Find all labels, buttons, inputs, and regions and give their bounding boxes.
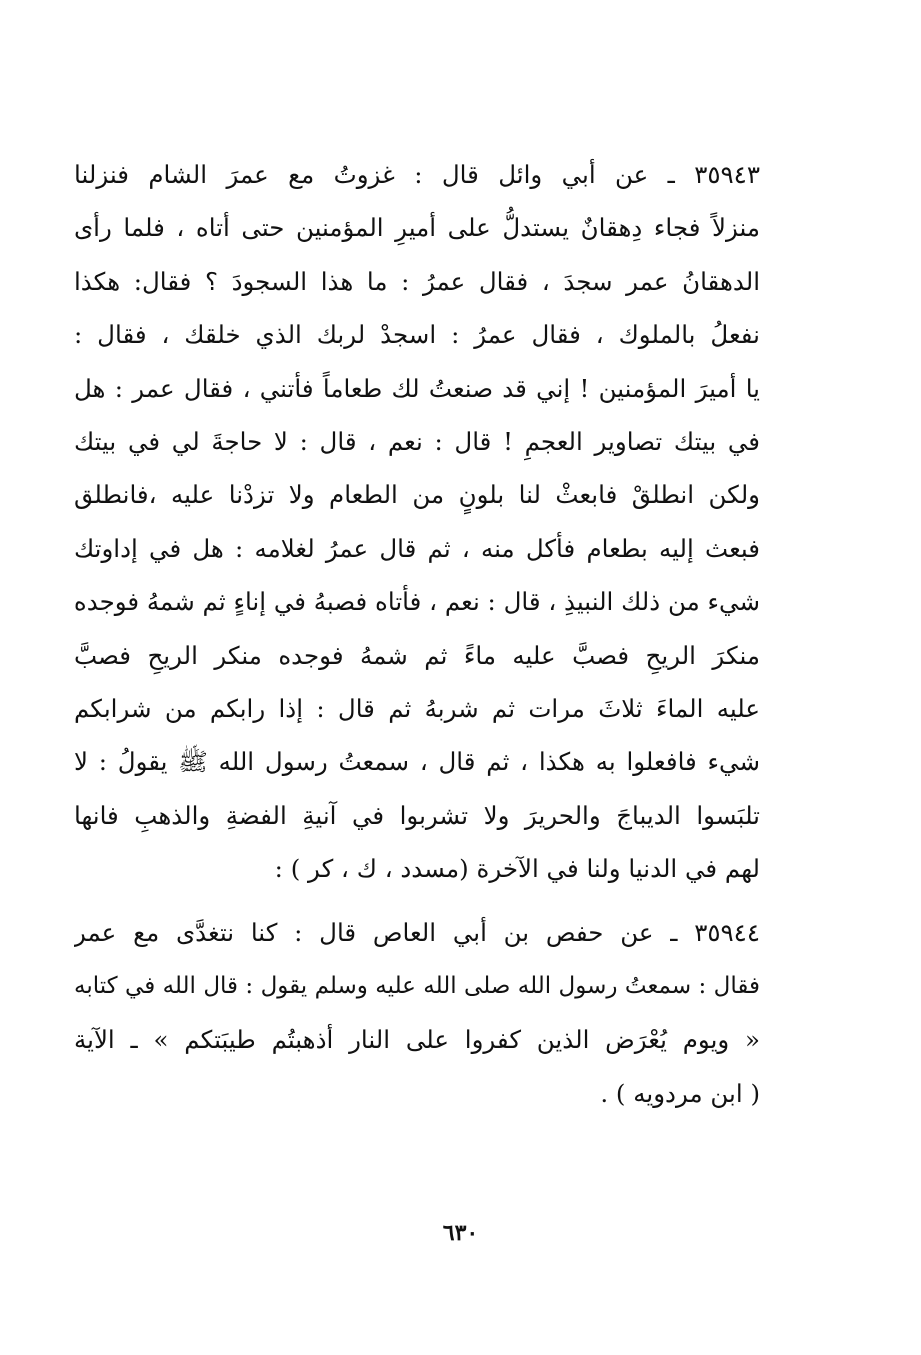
text-line: فقال : سمعتُ رسول الله صلى الله عليه وسلم يقول : قال الله في كتابه: [74, 972, 760, 999]
text-line: شيء من ذلك النبيذِ ، قال : نعم ، فأتاه فصبهُ في إناءٍ ثم شمهُ فوجده: [74, 587, 760, 617]
text-line: لهم في الدنيا ولنا في الآخرة (مسدد ، ك ، كر ) :: [274, 854, 760, 884]
text-line: شيء فافعلوا به هكذا ، ثم قال ، سمعتُ رسول الله ﷺ يقولُ : لا: [74, 747, 760, 777]
hadith-text-block: [74, 148, 760, 1120]
text-line: الدهقانُ عمر سجدَ ، فقال عمرُ : ما هذا السجودَ ؟ فقال: هكذا: [74, 266, 760, 296]
text-line: عليه الماءَ ثلاثَ مرات ثم شربهُ ثم قال : إذا رابكم من شرابكم: [74, 693, 760, 723]
text-line: ٣٥٩٤٤ ـ عن حفص بن أبي العاص قال : كنا نتغدَّى مع عمر: [74, 918, 760, 948]
text-line: ٣٥٩٤٣ ـ عن أبي وائل قال : غزوتُ مع عمرَ الشام فنزلنا: [74, 160, 760, 189]
text-line: « ويوم يُعْرَض الذين كفروا على النار أذهبتُم طيبَتكم » ـ الآية: [74, 1025, 760, 1055]
text-line: ولكن انطلقْ فابعثْ لنا بلونٍ من الطعام ولا تزدْنا عليه ،فانطلق: [74, 480, 760, 510]
hadith-35943: [74, 148, 760, 895]
text-line: في بيتك تصاوير العجمِ ! قال : نعم ، قال : لا حاجةَ لي في بيتك: [74, 426, 760, 456]
text-line: منكرَ الريحِ فصبَّ عليه ماءً ثم شمهُ فوجده منكر الريحِ فصبَّ: [74, 640, 760, 670]
hadith-35944: [74, 906, 760, 1120]
text-line: فبعث إليه بطعام فأكل منه ، ثم قال عمرُ لغلامه : هل في إداوتك: [74, 533, 760, 563]
text-line: نفعلُ بالملوك ، فقال عمرُ : اسجدْ لربك الذي خلقك ، فقال :: [74, 320, 760, 350]
text-line: تلبَسوا الديباجَ والحريرَ ولا تشربوا في آنيةِ الفضةِ والذهبِ فانها: [74, 800, 760, 830]
text-line: ( ابن مردويه ) .: [600, 1078, 760, 1108]
text-line: يا أميرَ المؤمنين ! إني قد صنعتُ لك طعاماً فأتني ، فقال عمر : هل: [74, 373, 760, 403]
paragraph-gap: [74, 895, 760, 906]
text-line: منزلاً فجاء دِهقانٌ يستدلُّ على أميرِ المؤمنين حتى أتاه ، فلما رأى: [74, 213, 760, 243]
page-number: ٦٣٠: [442, 1220, 479, 1246]
